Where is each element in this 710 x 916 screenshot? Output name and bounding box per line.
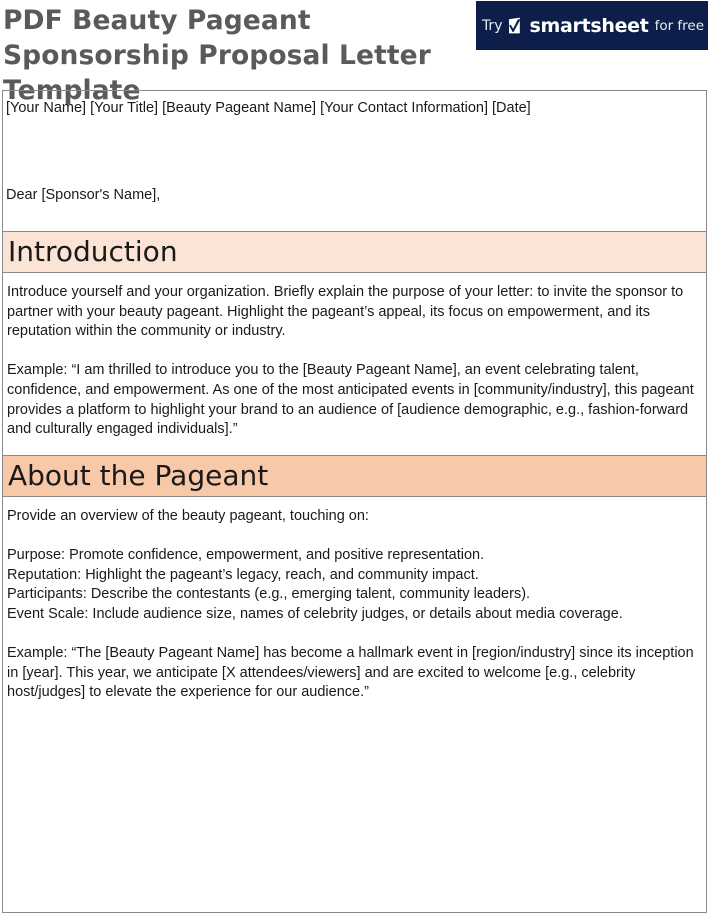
about-pageant-body xyxy=(7,507,700,723)
cta-try-label: Try xyxy=(481,17,503,34)
about-point-event-scale: Event Scale: Include audience size, names of celebrity judges, or details about media coverage. xyxy=(7,605,623,622)
letter-template-box xyxy=(2,90,707,913)
page-title: PDF Beauty Pageant Sponsorship Proposal Letter Template xyxy=(3,5,431,106)
introduction-body xyxy=(7,283,700,459)
sender-info-line: [Your Name] [Your Title] [Beauty Pageant Name] [Your Contact Information] [Date] xyxy=(6,100,531,116)
about-point-participants: Participants: Describe the contestants (e.g., emerging talent, community leaders). xyxy=(7,586,531,603)
introduction-paragraph: Introduce yourself and your organization. Briefly explain the purpose of your letter: to invite the sponsor to partner with your beauty pageant. Highlight the pageant’s appeal, its focus on empowerment, and its reputation within the community or industry. xyxy=(7,284,684,340)
try-smartsheet-banner[interactable] xyxy=(476,1,708,50)
introduction-example: Example: “I am thrilled to introduce you to the [Beauty Pageant Name], an event celebrating talent, confidence, and empowerment. As one of the most anticipated events in [community/industry], this pageant provides a platform to highlight your brand to an audience of [audience demographic, e.g., fashion-forward and culturally engaged individuals].” xyxy=(7,362,694,438)
about-point-reputation: Reputation: Highlight the pageant’s legacy, reach, and community impact. xyxy=(7,566,479,583)
about-points-list xyxy=(7,546,700,624)
about-lead-text: Provide an overview of the beauty pageant, touching on: xyxy=(7,508,369,524)
smartsheet-check-icon xyxy=(508,17,523,34)
introduction-heading: Introduction xyxy=(8,235,178,268)
introduction-section-bar xyxy=(3,232,706,273)
letter-header-block xyxy=(3,91,706,232)
about-example: Example: “The [Beauty Pageant Name] has become a hallmark event in [region/industry] since its inception in [year]. This year, we anticipate [X attendees/viewers] and are excited to welcome [e.g., celebrity host/judges] to elevate the experience for our audience.” xyxy=(7,645,694,701)
about-point-purpose: Purpose: Promote confidence, empowerment, and positive representation. xyxy=(7,547,485,564)
cta-suffix: for free xyxy=(654,17,705,34)
cta-brand-name: smartsheet xyxy=(529,14,649,37)
salutation: Dear [Sponsor's Name], xyxy=(6,187,161,203)
about-pageant-section-bar xyxy=(3,455,706,497)
about-pageant-heading: About the Pageant xyxy=(8,459,269,492)
